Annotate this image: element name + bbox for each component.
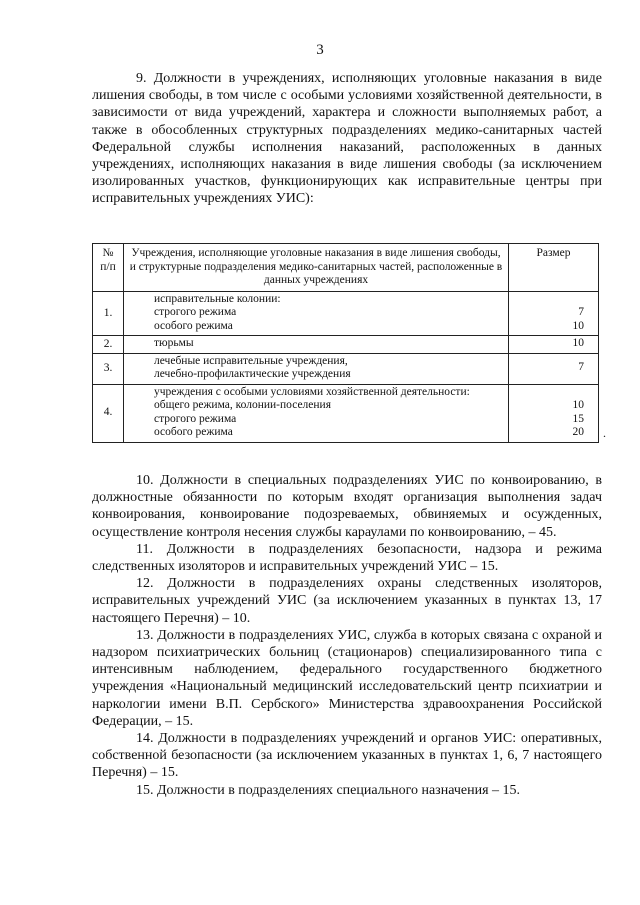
row-line: строгого режима [154,306,237,318]
row-num: 2. [93,336,124,354]
item-15: 15. Должности в подразделениях специального назначения – 15. [136,782,521,798]
row-line: особого режима [154,426,233,438]
row-size [509,384,599,442]
row-line: особого режима [154,319,233,332]
row-line: общего режима, колонии-поселения [154,399,331,411]
row-size [509,336,599,354]
item-12: 12. Должности в подразделениях охраны следственных изоляторов, исправительных учреждений УИС (за исключением указанных в пунктах 13, 17 настоящего Перечня) – 10. [92,576,602,626]
row-description [124,336,509,354]
institutions-table-wrap [92,243,606,443]
remaining-items [92,472,602,799]
header-description: Учреждения, исполняющие уголовные наказания в виде лишения свободы, и структурные подразделения медико-санитарных частей, расположенные в данных учреждениях [124,244,509,292]
row-value: 15 [572,412,584,425]
row-line: исправительные колонии: [154,292,281,305]
item-14: 14. Должности в подразделениях учреждений и органов УИС: оперативных, собственной безопасности (за исключением указанных в пунктах 1, 6, 7 настоящего Перечня) – 15. [92,731,602,781]
row-value: 10 [572,399,584,411]
row-description [124,384,509,442]
table-row-4 [93,384,599,442]
row-description [124,353,509,384]
row-value: 20 [572,426,584,438]
row-line: лечебные исправительные учреждения, [154,354,348,367]
institutions-table [92,243,599,443]
row-value: 10 [572,337,584,349]
table-header-row [93,244,599,292]
item-13: 13. Должности в подразделениях УИС, служба в которых связана с охраной и надзором психиатрических больниц (стационаров) специализированного типа с интенсивным наблюдением, федерального государственного бюджетного учреждения «Национальный медицинский исследовательский центр психиатрии и наркологии имени В.П. Сербского» Министерства здравоохранения Российской Федерации, – 15. [92,627,602,729]
row-value: 10 [572,319,584,332]
row-line: учреждения с особыми условиями хозяйственной деятельности: [154,385,470,398]
table-row-2 [93,336,599,354]
header-size: Размер [509,244,599,292]
table-trailing-mark: . [603,425,606,440]
row-num: 4. [93,384,124,442]
item-10: 10. Должности в специальных подразделениях УИС по конвоированию, в должностные обязанности по которым входят организация выполнения задач конвоирования, конвоирование подозреваемых, обвиняемых и осужденных, осуществление контроля несения службы караулами по конвоированию, – 45. [92,473,602,540]
row-value: 7 [578,361,584,374]
row-size [509,353,599,384]
row-num: 1. [93,291,124,336]
page-number: 3 [316,42,324,58]
row-size [509,291,599,336]
row-line: тюрьмы [154,337,194,349]
header-num: № п/п [93,244,124,292]
item-11: 11. Должности в подразделениях безопасности, надзора и режима следственных изоляторов и исправительных учреждений УИС – 15. [92,541,602,575]
row-line: лечебно-профилактические учреждения [154,368,351,380]
row-line: строгого режима [154,412,237,425]
row-description [124,291,509,336]
table-row-1 [93,291,599,336]
row-value: 7 [578,306,584,318]
table-row-3 [93,353,599,384]
item-9: 9. Должности в учреждениях, исполняющих уголовные наказания в виде лишения свободы, в том числе с особыми условиями хозяйственной деятельности, в зависимости от вида учреждений, характера и сложности выполняемых работ, а также в обособленных структурных подразделениях медико-санитарных частей Федеральной службы исполнения наказаний, расположенных в данных учреждениях, исполняющих наказания в виде лишения свободы (за исключением изолированных участков, функционирующих как исправительные центры при исправительных учреждениях УИС): [92,71,602,207]
row-num: 3. [93,353,124,384]
